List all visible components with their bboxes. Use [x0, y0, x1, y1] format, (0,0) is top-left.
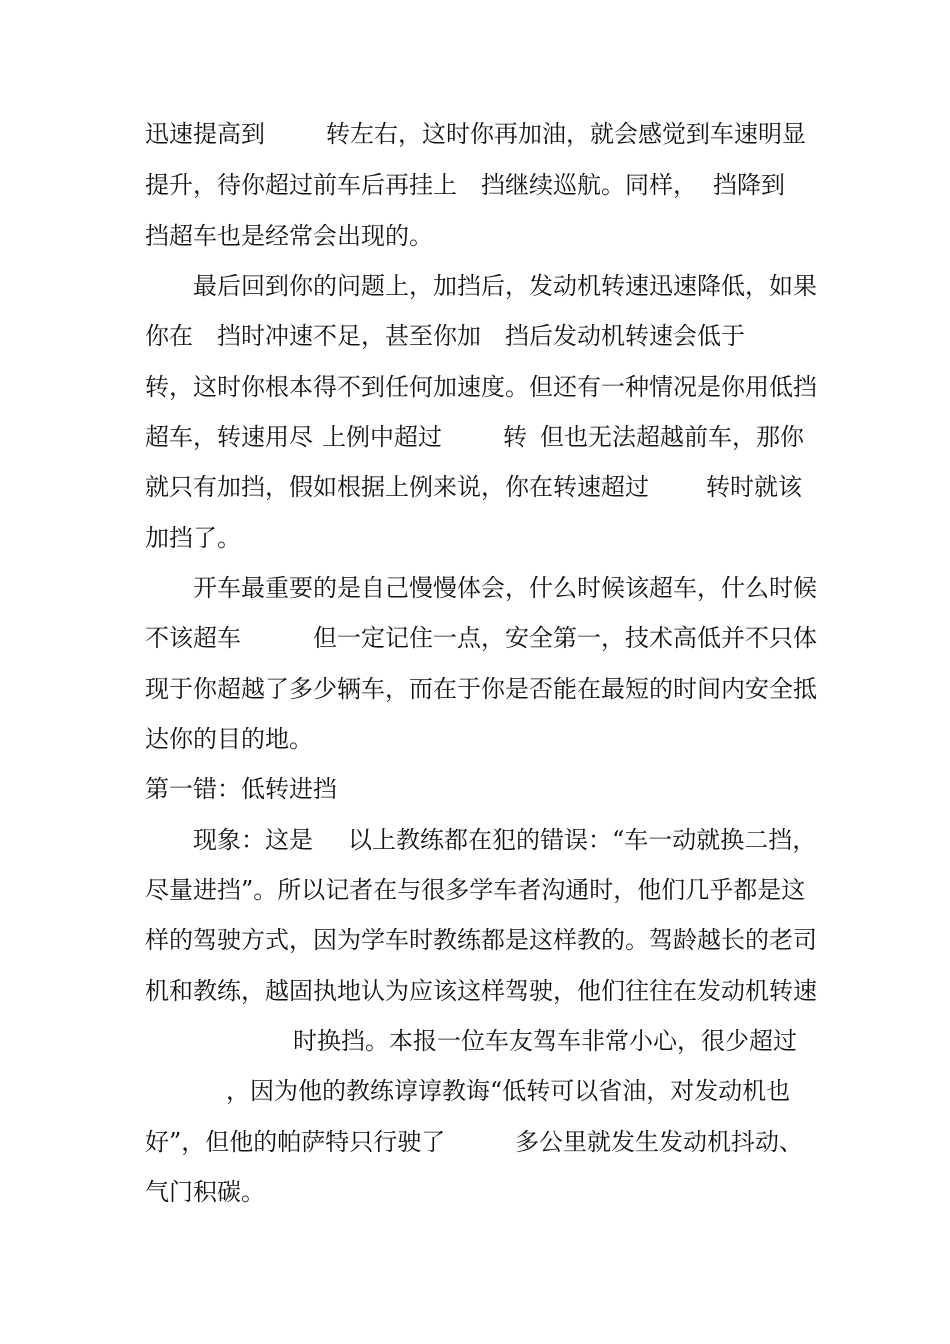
text-segment: 挡超车也是经常会出现的。 — [145, 222, 433, 250]
text-segment: 转 — [503, 423, 527, 451]
text-segment: 尽量进挡”。所以记者在与很多学车者沟通时，他们几乎都是这 — [145, 876, 806, 904]
text-line — [0, 1122, 803, 1162]
text-segment: 提升，待你超过前车后再挂上 — [145, 171, 457, 199]
text-line — [0, 719, 313, 759]
text-line — [0, 1071, 791, 1111]
text-line — [0, 165, 785, 205]
text-segment: 以上教练都在犯的错误：“车一动就换二挡， — [348, 826, 817, 854]
text-line — [0, 820, 817, 860]
text-segment: 最后回到你的问题上，加挡后，发动机转速迅速降低，如果 — [193, 272, 817, 300]
text-segment: 多公里就发生发动机抖动、 — [515, 1128, 803, 1156]
text-segment: 你在 — [145, 322, 193, 350]
text-line — [0, 518, 241, 558]
text-segment: 转左右，这时你再加油，就会感觉到车速明显 — [326, 120, 806, 148]
text-segment: 现于你超越了多少辆车，而在于你是否能在最短的时间内安全抵 — [145, 675, 817, 703]
text-line — [0, 114, 806, 154]
text-segment: 达你的目的地。 — [145, 725, 313, 753]
text-segment: 挡继续巡航。同样， — [481, 171, 697, 199]
text-segment: 现象：这是 — [193, 826, 313, 854]
text-line — [0, 669, 817, 709]
text-segment: 但一定记住一点，安全第一，技术高低并不只体 — [313, 624, 817, 652]
text-segment: 开车最重要的是自己慢慢体会，什么时候该超车，什么时候 — [193, 574, 817, 602]
text-segment: 挡后发动机转速会低于 — [505, 322, 745, 350]
text-line — [0, 216, 433, 256]
text-segment: 不该超车 — [145, 624, 241, 652]
text-segment: 好”，但他的帕萨特只行驶了 — [145, 1128, 446, 1156]
text-line — [0, 870, 806, 910]
text-line — [0, 1021, 797, 1061]
text-segment: 加挡了。 — [145, 524, 241, 552]
text-segment: 超车，转速用尽 — [145, 423, 313, 451]
text-segment: 第一错：低转进挡 — [145, 775, 337, 803]
text-segment: ，因为他的教练谆谆教诲“低转可以省油，对发动机也 — [226, 1077, 791, 1105]
text-line — [0, 618, 817, 658]
text-segment: 挡时冲速不足，甚至你加 — [217, 322, 481, 350]
text-line — [0, 467, 802, 507]
text-segment: 样的驾驶方式，因为学车时教练都是这样教的。驾龄越长的老司 — [145, 926, 817, 954]
text-line — [0, 417, 804, 457]
text-line — [0, 568, 817, 608]
text-segment: 上例中超过 — [322, 423, 442, 451]
text-segment: 就只有加挡，假如根据上例来说，你在转速超过 — [145, 473, 649, 501]
text-segment: 气门积碳。 — [145, 1178, 265, 1206]
text-segment: 但也无法超越前车，那你 — [540, 423, 804, 451]
text-segment: 机和教练，越固执地认为应该这样驾驶，他们往往在发动机转速 — [145, 977, 817, 1005]
text-segment: 挡降到 — [713, 171, 785, 199]
text-segment: 时换挡。本报一位车友驾车非常小心，很少超过 — [293, 1027, 797, 1055]
text-line — [0, 316, 745, 356]
text-line — [0, 367, 817, 407]
text-segment: 转，这时你根本得不到任何加速度。但还有一种情况是你用低挡 — [145, 373, 817, 401]
section-heading — [0, 769, 337, 809]
text-segment: 转时就该 — [706, 473, 802, 501]
text-segment: 迅速提高到 — [145, 120, 265, 148]
text-line — [0, 1172, 265, 1212]
text-line — [0, 971, 817, 1011]
text-line — [0, 920, 817, 960]
text-line — [0, 266, 817, 306]
